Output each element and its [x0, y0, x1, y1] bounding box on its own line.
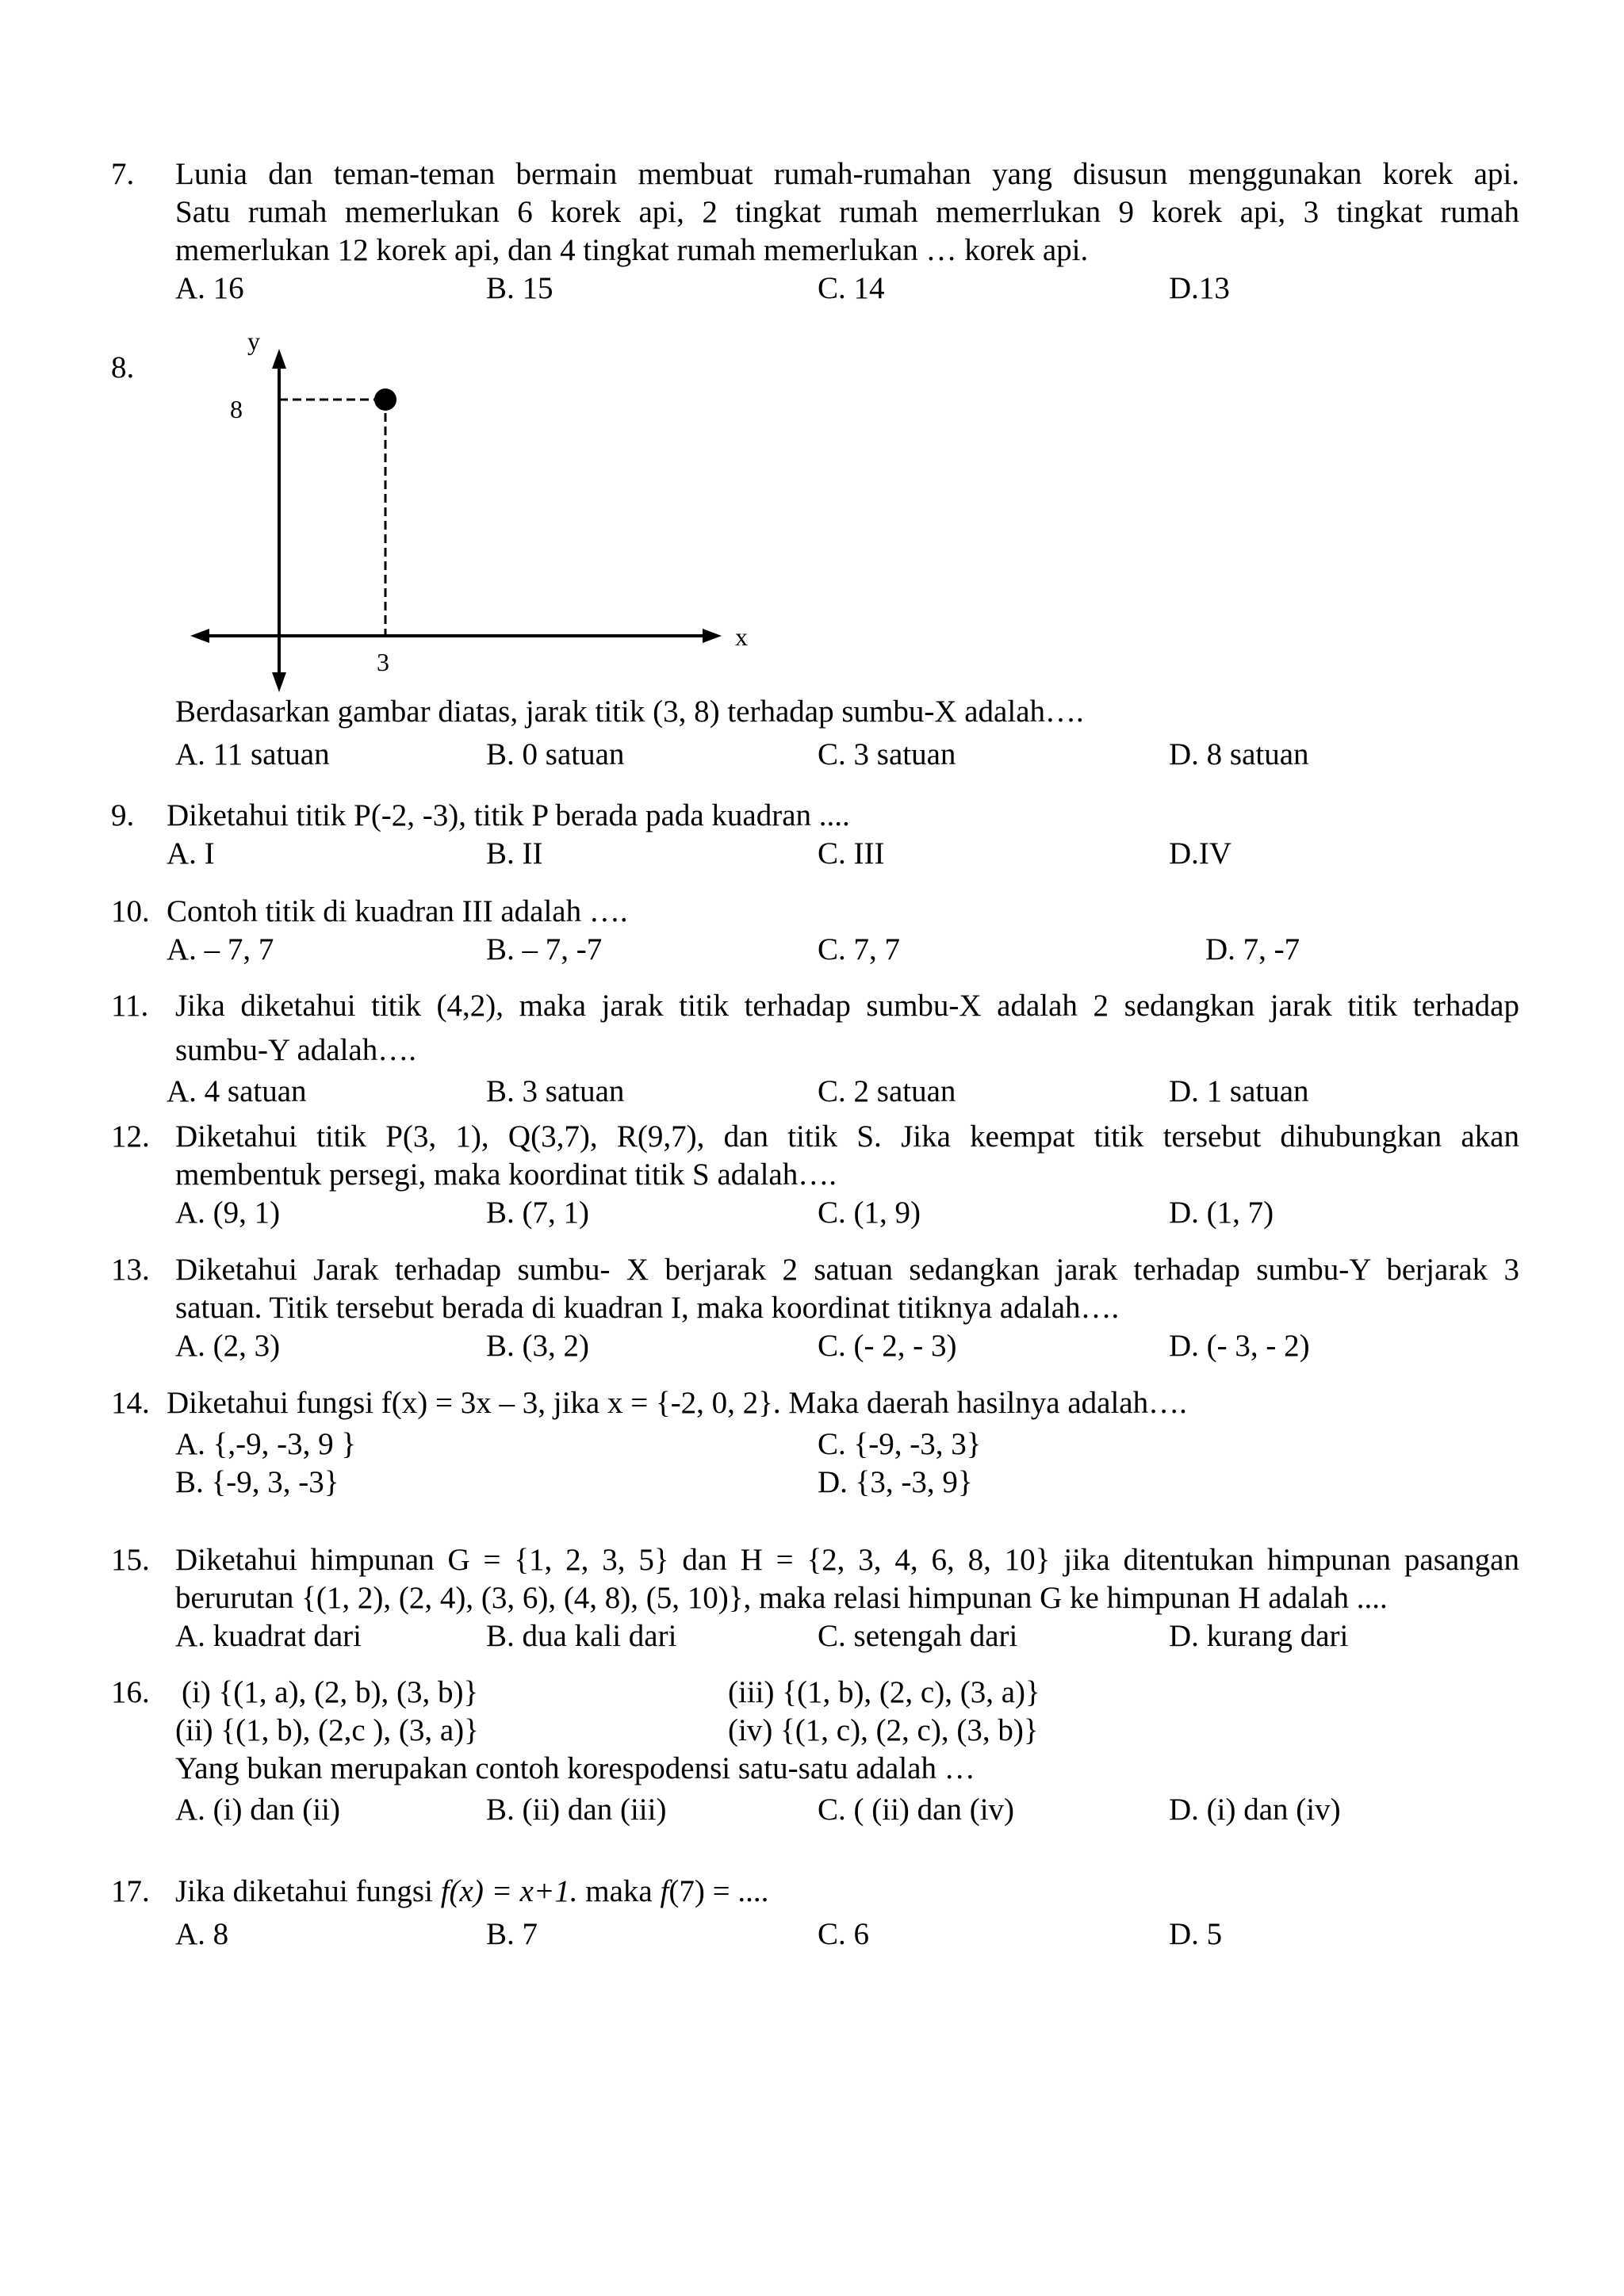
question-text-line: membentuk persegi, maka koordinat titik S adalah…. [175, 1158, 837, 1192]
option-d[interactable]: D. 1 satuan [1169, 1074, 1309, 1108]
x-axis-right-arrow-icon [703, 629, 722, 643]
option-b[interactable]: B. 15 [486, 271, 553, 305]
option-a[interactable]: A. {,-9, -3, 9 } [175, 1427, 357, 1461]
answer-options [175, 1464, 1519, 1502]
question-text-line: berurutan {(1, 2), (2, 4), (3, 6), (4, 8), (5, 10)}, maka relasi himpunan G ke himpunan H adalah .... [175, 1581, 1388, 1615]
option-b[interactable]: B. – 7, -7 [486, 932, 603, 966]
question-text-line: Lunia dan teman-teman bermain membuat rumah-rumahan yang disusun menggunakan korek api. [175, 157, 1519, 191]
y-axis-label: y [247, 329, 260, 355]
option-a[interactable]: A. 4 satuan [167, 1074, 307, 1108]
coordinate-figure [182, 329, 761, 694]
question-text-line: Diketahui titik P(3, 1), Q(3,7), R(9,7), dan titik S. Jika keempat titik tersebut dihubungkan akan [175, 1119, 1519, 1154]
question-number: 12. [111, 1119, 150, 1154]
option-d[interactable]: D. 5 [1169, 1917, 1223, 1951]
relation-item-i: (i) {(1, a), (2, b), (3, b)} [182, 1675, 479, 1709]
question-number: 15. [111, 1543, 150, 1577]
answer-options [175, 736, 1519, 774]
answer-options [175, 1791, 1519, 1829]
function-name: f [660, 1874, 669, 1908]
x-axis-left-arrow-icon [190, 629, 209, 643]
stem-prefix: Jika diketahui fungsi [175, 1874, 441, 1908]
option-c[interactable]: C. 7, 7 [818, 932, 901, 966]
question-text-line: memerlukan 12 korek api, dan 4 tingkat rumah memerlukan … korek api. [175, 233, 1089, 267]
question-text-line: Jika diketahui titik (4,2), maka jarak titik terhadap sumbu-X adalah 2 sedangkan jarak titik terhadap [175, 989, 1519, 1023]
y-axis-bottom-arrow-icon [272, 672, 286, 692]
relation-item-iii: (iii) {(1, b), (2, c), (3, a)} [728, 1675, 1040, 1709]
question-number: 8. [111, 350, 135, 385]
option-a[interactable]: A. 16 [175, 271, 244, 305]
answer-options [167, 835, 1511, 873]
stem-mid: maka [577, 1874, 661, 1908]
option-b[interactable]: B. (ii) dan (iii) [486, 1793, 667, 1827]
option-a[interactable]: A. 8 [175, 1917, 229, 1951]
option-a[interactable]: A. (i) dan (ii) [175, 1793, 340, 1827]
option-b[interactable]: B. dua kali dari [486, 1619, 677, 1653]
x-axis-label: x [735, 622, 748, 651]
question-text-line: Diketahui himpunan G = {1, 2, 3, 5} dan H = {2, 3, 4, 6, 8, 10} jika ditentukan himpunan pasangan [175, 1543, 1519, 1577]
option-d[interactable]: D. 7, -7 [1205, 932, 1300, 966]
answer-options [175, 1425, 1519, 1464]
question-number: 11. [111, 989, 149, 1023]
question-text-line: Diketahui titik P(-2, -3), titik P berada pada kuadran .... [167, 798, 850, 832]
question-number: 14. [111, 1386, 150, 1420]
option-c[interactable]: C. (- 2, - 3) [818, 1329, 957, 1363]
answer-options [167, 1073, 1519, 1111]
option-a[interactable]: A. (2, 3) [175, 1329, 281, 1363]
question-text-line: Yang bukan merupakan contoh korespodensi satu-satu adalah … [175, 1751, 975, 1785]
question-number: 13. [111, 1253, 150, 1287]
question-number: 7. [111, 157, 135, 191]
relation-item-iv: (iv) {(1, c), (2, c), (3, b)} [728, 1713, 1039, 1747]
option-c[interactable]: C. 6 [818, 1917, 870, 1951]
option-a[interactable]: A. kuadrat dari [175, 1619, 362, 1653]
option-b[interactable]: B. (3, 2) [486, 1329, 589, 1363]
question-text-line: satuan. Titik tersebut berada di kuadran I, maka koordinat titiknya adalah…. [175, 1291, 1120, 1325]
answer-options [175, 1194, 1519, 1232]
option-c[interactable]: C. 3 satuan [818, 737, 956, 771]
option-c[interactable]: C. 2 satuan [818, 1074, 956, 1108]
option-c[interactable]: C. (1, 9) [818, 1196, 921, 1230]
answer-options [175, 1617, 1519, 1655]
option-c[interactable]: C. 14 [818, 271, 885, 305]
option-d[interactable]: D.13 [1169, 271, 1230, 305]
relation-items [175, 1674, 1519, 1712]
option-d[interactable]: D. (1, 7) [1169, 1196, 1274, 1230]
question-number: 9. [111, 798, 135, 832]
option-d[interactable]: D. kurang dari [1169, 1619, 1349, 1653]
stem-suffix: (7) = .... [668, 1874, 769, 1908]
option-b[interactable]: B. (7, 1) [486, 1196, 589, 1230]
relation-items [175, 1712, 1519, 1750]
question-text-line: Contoh titik di kuadran III adalah …. [167, 894, 628, 928]
option-b[interactable]: B. II [486, 836, 543, 871]
x-tick-label: 3 [377, 648, 389, 676]
option-d[interactable]: D. {3, -3, 9} [818, 1465, 973, 1499]
question-text-line: Diketahui fungsi f(x) = 3x – 3, jika x = {-2, 0, 2}. Maka daerah hasilnya adalah…. [167, 1386, 1187, 1420]
option-b[interactable]: B. 0 satuan [486, 737, 625, 771]
function-expression: f(x) = x+1. [440, 1874, 578, 1908]
answer-options [175, 1327, 1519, 1365]
option-b[interactable]: B. 3 satuan [486, 1074, 625, 1108]
option-d[interactable]: D. 8 satuan [1169, 737, 1309, 771]
question-text-line: sumbu-Y adalah…. [175, 1033, 416, 1067]
question-number: 17. [111, 1874, 150, 1908]
y-axis-top-arrow-icon [272, 349, 286, 369]
answer-options [175, 270, 1519, 308]
option-b[interactable]: B. 7 [486, 1917, 538, 1951]
question-text-line: Berdasarkan gambar diatas, jarak titik (3, 8) terhadap sumbu-X adalah…. [175, 695, 1084, 729]
option-a[interactable]: A. 11 satuan [175, 737, 330, 771]
option-c[interactable]: C. III [818, 836, 885, 871]
option-a[interactable]: A. – 7, 7 [167, 932, 274, 966]
option-c[interactable]: C. {-9, -3, 3} [818, 1427, 982, 1461]
option-c[interactable]: C. setengah dari [818, 1619, 1018, 1653]
option-a[interactable]: A. I [167, 836, 215, 871]
option-d[interactable]: D. (- 3, - 2) [1169, 1329, 1310, 1363]
relation-item-ii: (ii) {(1, b), (2,c ), (3, a)} [175, 1713, 479, 1747]
y-tick-label: 8 [230, 395, 243, 423]
question-number: 16. [111, 1675, 150, 1709]
option-d[interactable]: D. (i) dan (iv) [1169, 1793, 1341, 1827]
option-a[interactable]: A. (9, 1) [175, 1196, 281, 1230]
point-3-8 [374, 388, 396, 411]
question-number: 10. [111, 894, 150, 928]
question-text-line: Satu rumah memerlukan 6 korek api, 2 tingkat rumah memerrlukan 9 korek api, 3 tingkat rumah [175, 195, 1519, 229]
question-text-line: Diketahui Jarak terhadap sumbu- X berjarak 2 satuan sedangkan jarak terhadap sumbu-Y berjarak 3 [175, 1253, 1519, 1287]
option-b[interactable]: B. {-9, 3, -3} [175, 1465, 339, 1499]
option-c[interactable]: C. ( (ii) dan (iv) [818, 1793, 1015, 1827]
question-text-line [175, 1873, 1519, 1911]
answer-options [167, 931, 1511, 969]
option-d[interactable]: D.IV [1169, 836, 1232, 871]
answer-options [175, 1915, 1519, 1954]
